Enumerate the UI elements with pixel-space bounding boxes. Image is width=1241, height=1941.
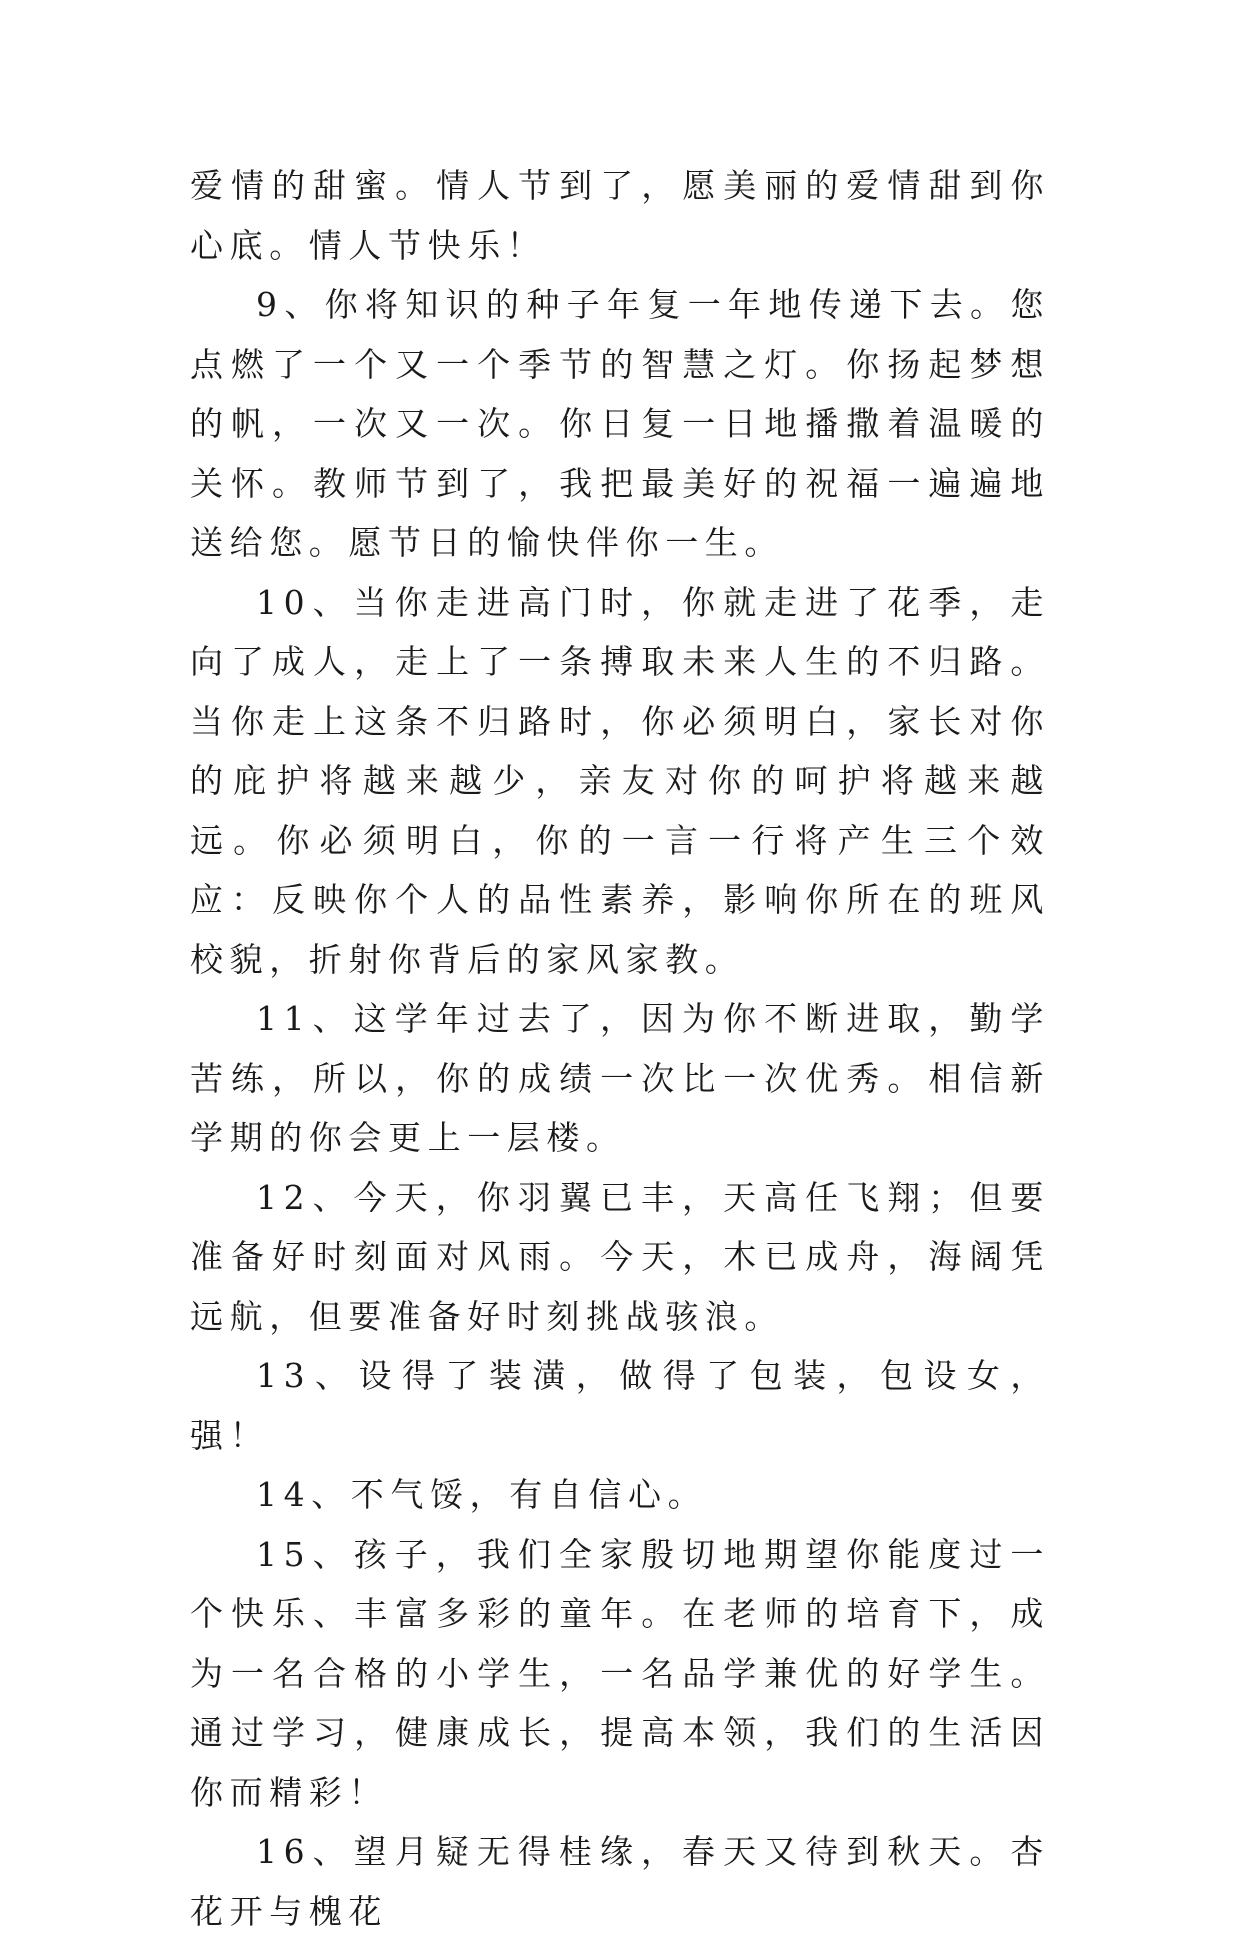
paragraph-item-11: 11、这学年过去了，因为你不断进取，勤学苦练，所以，你的成绩一次比一次优秀。相信新学期的你会更上一层楼。 xyxy=(190,999,1050,1157)
paragraph-item-14: 14、不气馁，有自信心。 xyxy=(256,1475,708,1514)
paragraph-item-10: 10、当你走进高门时，你就走进了花季，走向了成人，走上了一条搏取未来人生的不归路。当你走上这条不归路时，你必须明白，家长对你的庇护将越来越少，亲友对你的呵护将越来越远。你必须明白，你的一言一行将产生三个效应：反映你个人的品性素养，影响你所在的班风校貌，折射你背后的家风家教。 xyxy=(190,582,1050,979)
paragraph-item-13: 13、设得了装潢，做得了包装，包设女，强！ xyxy=(190,1356,1050,1455)
paragraph-item-15: 15、孩子，我们全家殷切地期望你能度过一个快乐、丰富多彩的童年。在老师的培育下，成为一名合格的小学生，一名品学兼优的好学生。通过学习，健康成长，提高本领，我们的生活因你而精彩！ xyxy=(190,1534,1050,1812)
document-body xyxy=(190,156,1050,1941)
paragraph-item-12: 12、今天，你羽翼已丰，天高任飞翔；但要准备好时刻面对风雨。今天，木已成舟，海阔凭远航，但要准备好时刻挑战骇浪。 xyxy=(190,1177,1050,1336)
paragraph-item-16: 16、望月疑无得桂缘，春天又待到秋天。杏花开与槐花 xyxy=(190,1832,1050,1931)
paragraph-item-9: 9、你将知识的种子年复一年地传递下去。您点燃了一个又一个季节的智慧之灯。你扬起梦想的帆，一次又一次。你日复一日地播撒着温暖的关怀。教师节到了，我把最美好的祝福一遍遍地送给您。愿节日的愉快伴你一生。 xyxy=(190,285,1050,562)
paragraph-1: 爱情的甜蜜。情人节到了，愿美丽的爱情甜到你心底。情人节快乐！ xyxy=(190,166,1050,265)
